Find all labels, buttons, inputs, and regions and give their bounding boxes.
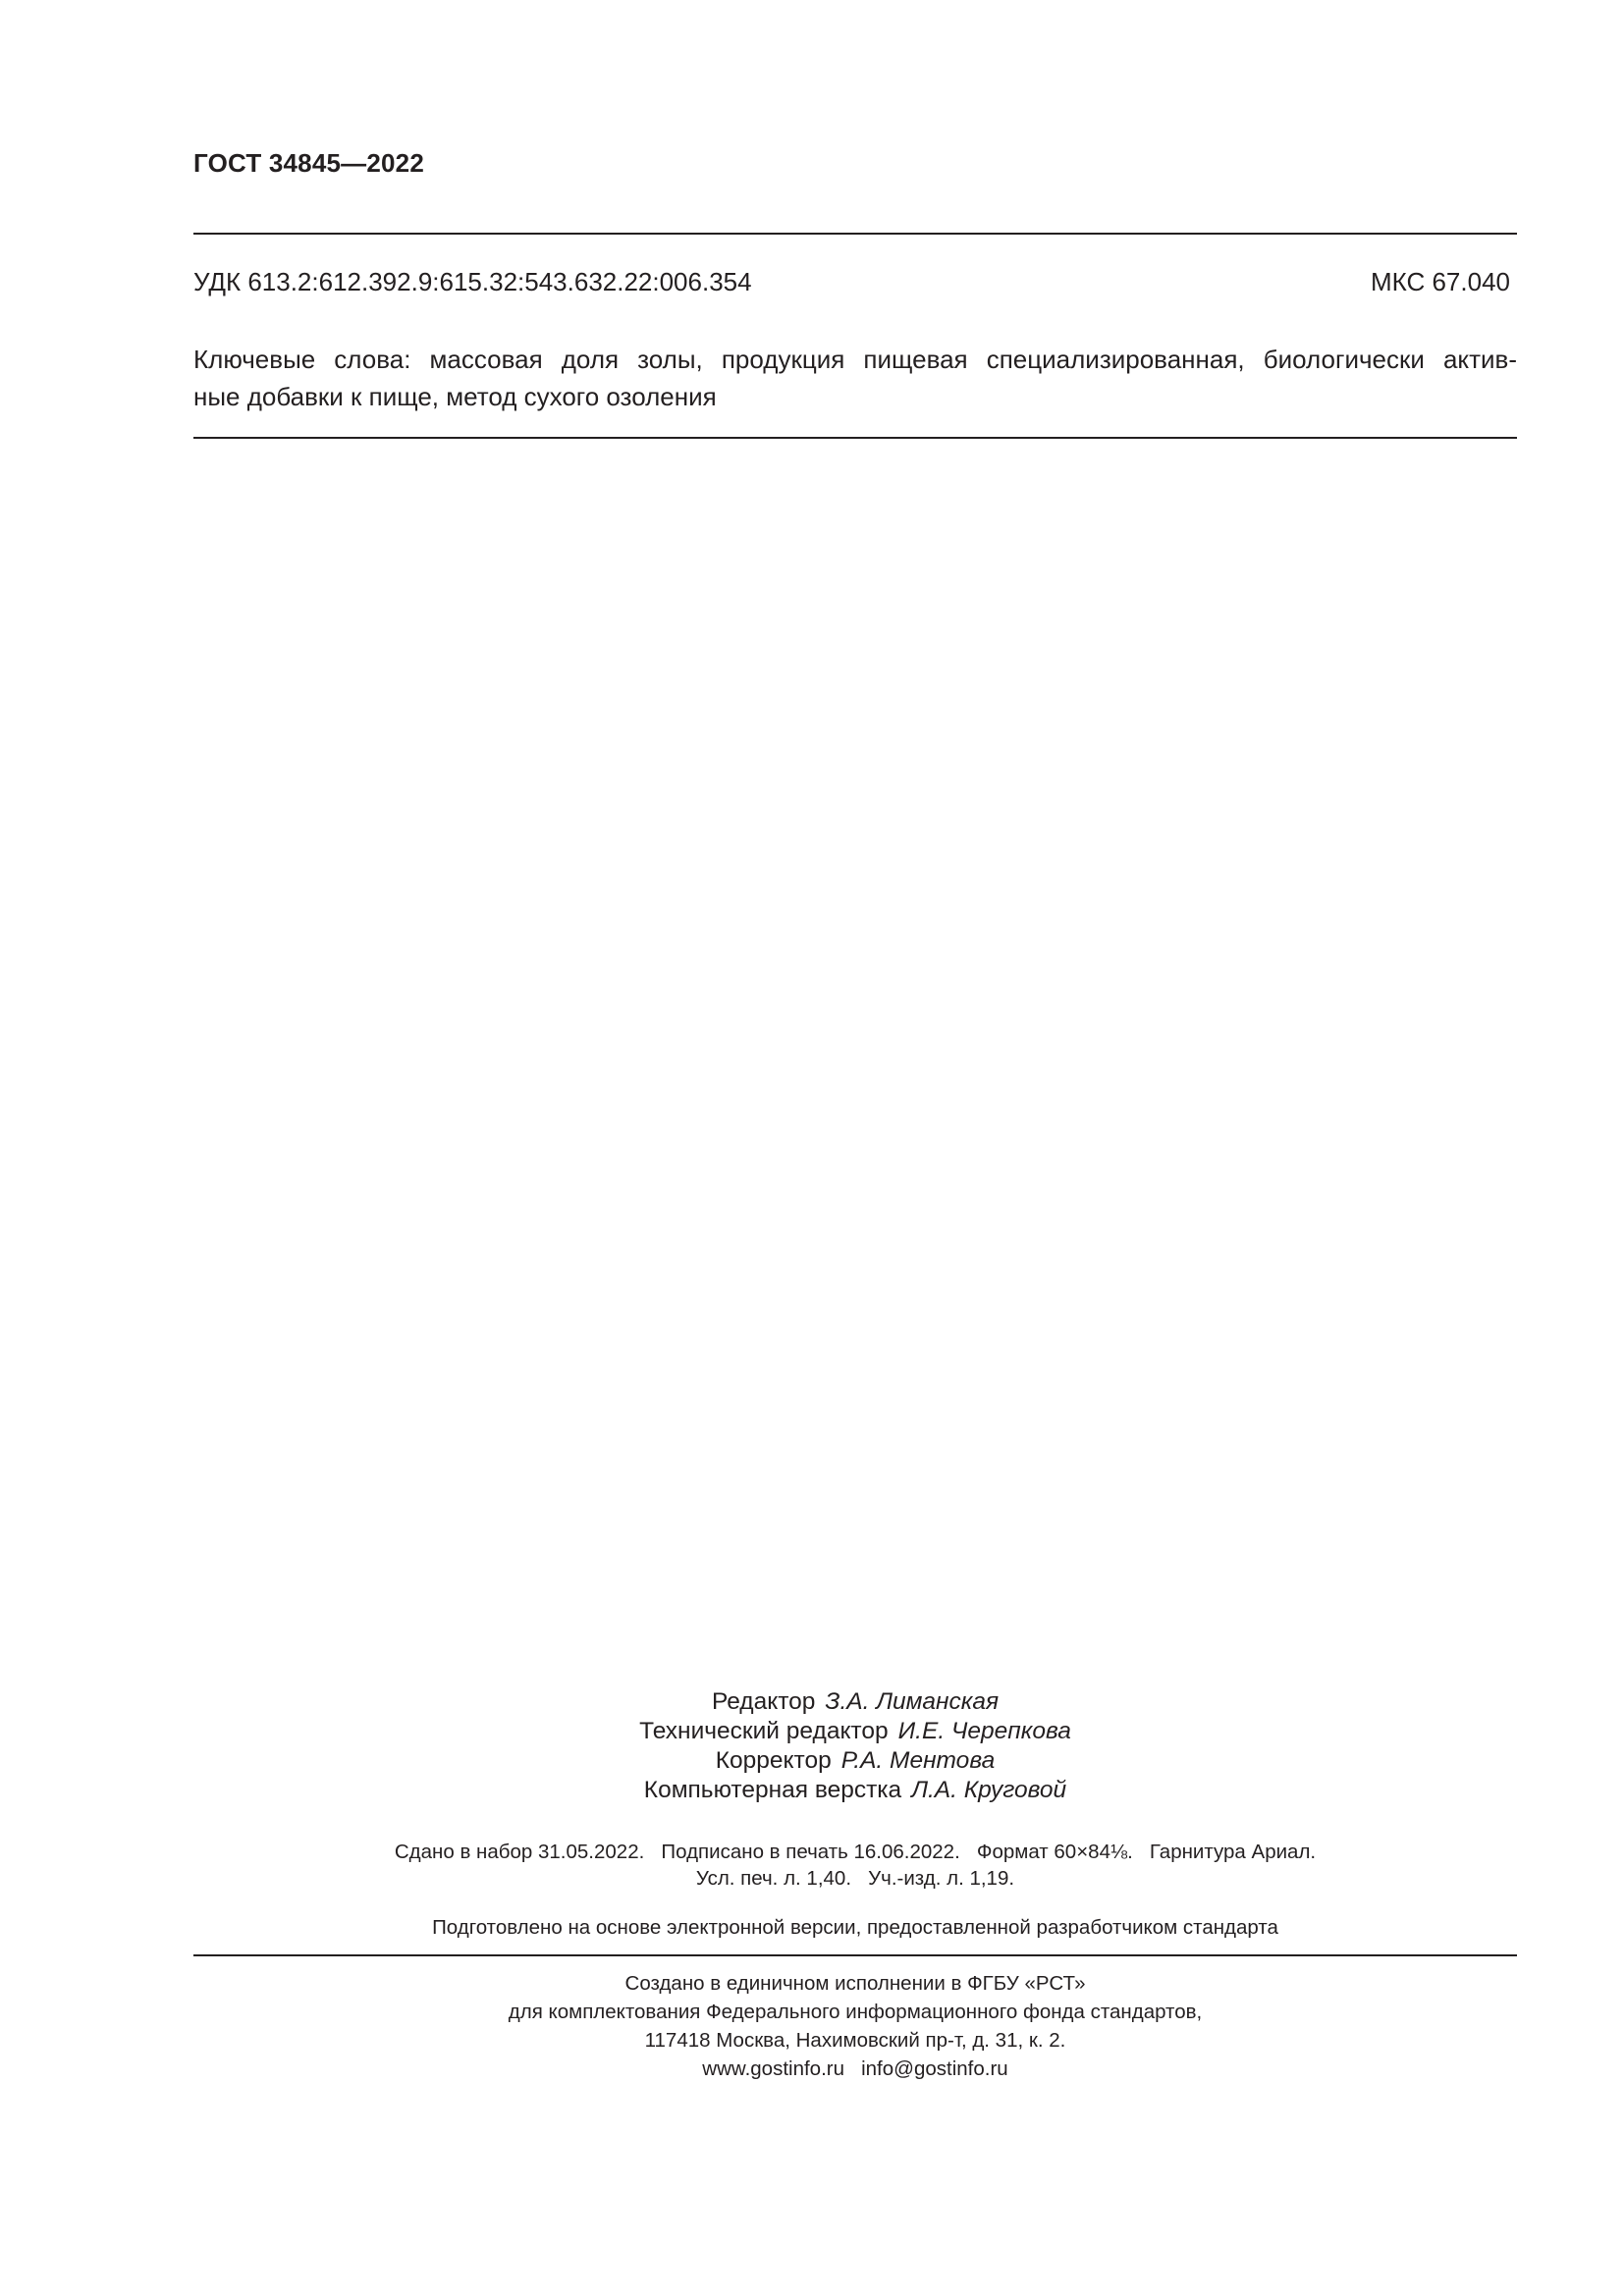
credit-layout <box>193 1776 1517 1805</box>
credit-person: Л.А. Круговой <box>911 1777 1067 1803</box>
credits-block <box>193 1687 1517 1805</box>
print-info-line-1 <box>193 1839 1517 1865</box>
top-divider <box>193 233 1517 235</box>
credit-role: Компьютерная верстка <box>643 1777 902 1803</box>
credit-role: Технический редактор <box>639 1718 889 1744</box>
mks-code: МКС 67.040 <box>1370 267 1510 296</box>
credit-role: Корректор <box>715 1747 832 1774</box>
prepared-note: Подготовлено на основе электронной версии, предоставленной разработчиком стандарта <box>432 1916 1278 1939</box>
website-link[interactable]: www.gostinfo.ru <box>702 2057 844 2080</box>
footer-links <box>193 2055 1517 2083</box>
footer-line-3: 117418 Москва, Нахимовский пр-т, д. 31, к. 2. <box>644 2029 1066 2052</box>
credit-tech-editor <box>193 1717 1517 1746</box>
keywords-line-2: ные добавки к пище, метод сухого озоления <box>193 382 717 411</box>
paper-format: Формат 60×84⅛. <box>976 1841 1133 1863</box>
credit-person: Р.А. Ментова <box>840 1747 996 1774</box>
submitted-date: Сдано в набор 31.05.2022. <box>394 1841 645 1863</box>
print-info-line-2 <box>193 1865 1517 1892</box>
print-sheets: Усл. печ. л. 1,40. <box>695 1867 852 1890</box>
footer-divider <box>193 1954 1517 1956</box>
udk-code: УДК 613.2:612.392.9:615.32:543.632.22:006.354 <box>193 267 752 296</box>
footer-line-1: Создано в единичном исполнении в ФГБУ «РСТ» <box>624 1972 1086 1995</box>
credit-person: И.Е. Черепкова <box>897 1718 1071 1744</box>
credit-role: Редактор <box>711 1688 816 1715</box>
footer-line-2: для комплектования Федерального информационного фонда стандартов, <box>508 2001 1203 2023</box>
signed-date: Подписано в печать 16.06.2022. <box>661 1841 960 1863</box>
credit-person: З.А. Лиманская <box>825 1688 1000 1715</box>
document-code: ГОСТ 34845—2022 <box>193 148 424 178</box>
keywords-line-1: Ключевые слова: массовая доля золы, продукция пищевая специализированная, биологически актив- <box>193 345 1517 374</box>
publisher-footer <box>193 1969 1517 2083</box>
keywords-divider <box>193 437 1517 439</box>
publication-sheets: Уч.-изд. л. 1,19. <box>868 1867 1015 1890</box>
print-info <box>193 1839 1517 1892</box>
credit-editor <box>193 1687 1517 1717</box>
credit-proofreader <box>193 1746 1517 1776</box>
typeface: Гарнитура Ариал. <box>1149 1841 1317 1863</box>
keywords-block <box>193 341 1517 415</box>
email-link[interactable]: info@gostinfo.ru <box>861 2057 1008 2080</box>
